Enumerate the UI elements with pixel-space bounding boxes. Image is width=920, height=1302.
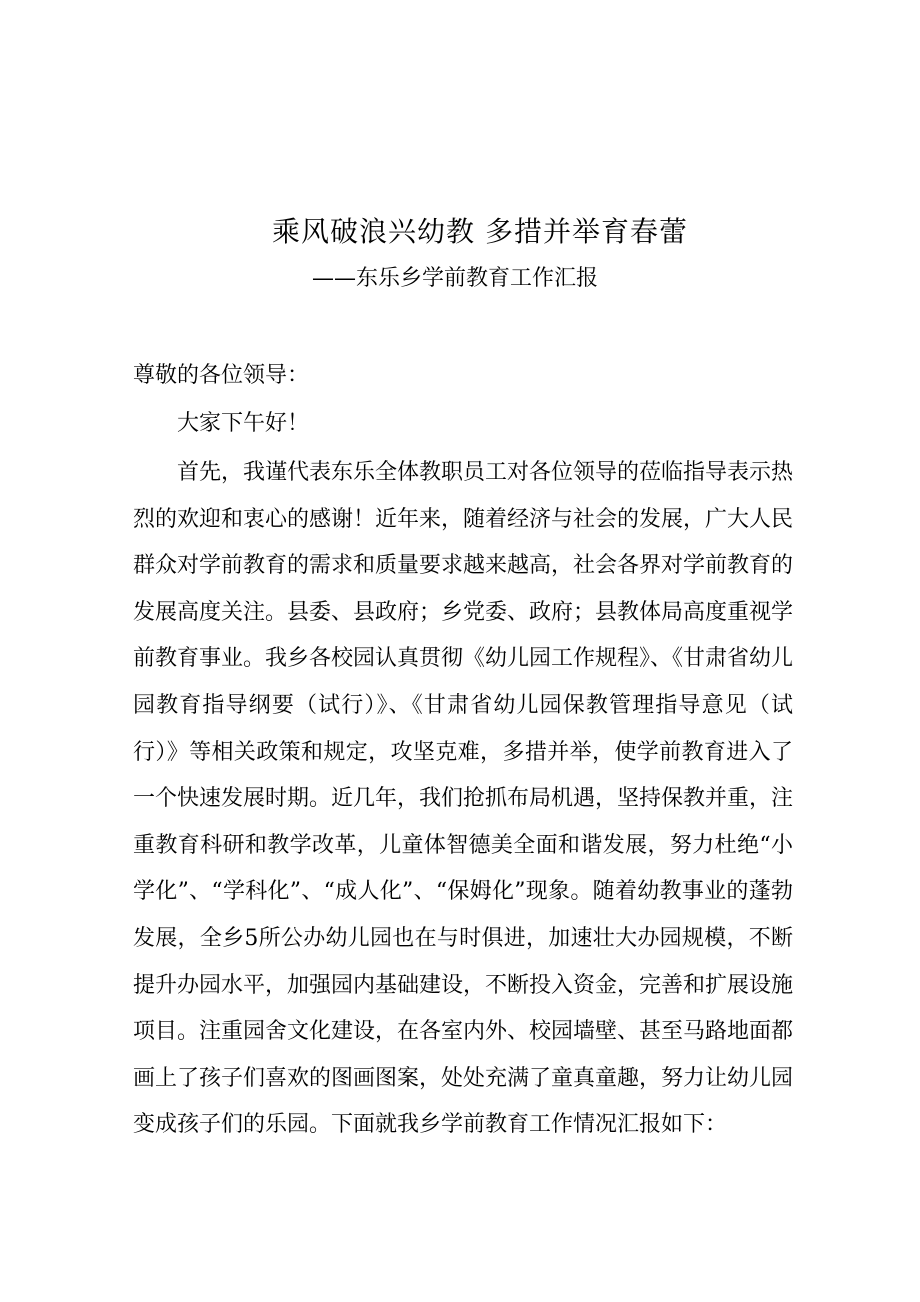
body-paragraph: 首先，我谨代表东乐全体教职员工对各位领导的莅临指导表示热烈的欢迎和衷心的感谢！近年来，随着经济与社会的发展，广大人民群众对学前教育的需求和质量要求越来越高，社会各界对学前教育的发展高度关注。县委、县政府；乡党委、政府；县教体局高度重视学前教育事业。我乡各校园认真贯彻《幼儿园工作规程》、《甘肃省幼儿园教育指导纲要（试行）》、《甘肃省幼儿园保教管理指导意见（试行）》等相关政策和规定，攻坚克难，多措并举，使学前教育进入了一个快速发展时期。近几年，我们抢抓布局机遇，坚持保教并重，注重教育科研和教学改革，儿童体智德美全面和谐发展，努力杜绝“小学化”、“学科化”、“成人化”、“保姆化”现象。随着幼教事业的蓬勃发展，全乡5所公办幼儿园也在与时俱进，加速壮大办园规模，不断提升办园水平，加强园内基础建设，不断投入资金，完善和扩展设施项目。注重园舍文化建设，在各室内外、校园墙壁、甚至马路地面都画上了孩子们喜欢的图画图案，处处充满了童真童趣，努力让幼儿园变成孩子们的乐园。下面就我乡学前教育工作情况汇报如下：	[133, 460, 794, 1138]
salutation: 尊敬的各位领导：	[133, 363, 310, 388]
document-title: 乘风破浪兴幼教 多措并举育春蕾	[272, 215, 688, 248]
document-subtitle: ——东乐乡学前教育工作汇报	[312, 266, 599, 291]
greeting: 大家下午好！	[177, 411, 310, 436]
